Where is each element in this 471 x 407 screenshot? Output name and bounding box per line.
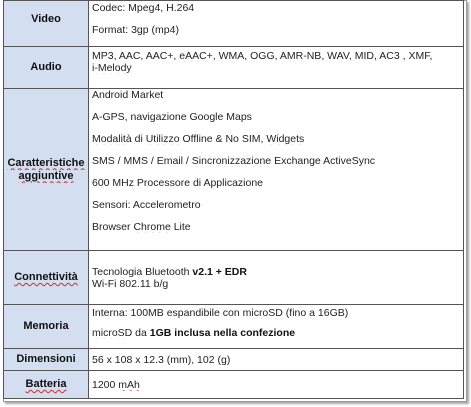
memory-internal-c: (fino a 16GB) [282,307,349,319]
memory-card-da: da [132,327,150,339]
extra-browser-b: Chrome [133,221,171,233]
label-video [4,1,89,47]
value-battery [89,371,464,399]
spec-table [3,0,464,399]
value-video [89,1,464,47]
extra-browser-c: Lite [170,221,191,233]
value-audio [89,47,464,89]
extra-messaging [92,155,463,167]
row-audio [4,47,464,89]
extra-modes-d: Offline & No SIM, [179,133,267,145]
label-battery [4,371,89,399]
extra-modes-b: di [131,133,146,145]
extra-gps: A-GPS, navigazione Google Maps [92,111,252,123]
audio-imelody [92,62,463,74]
extra-msg-b: Sincronizzazione [191,155,272,167]
video-format: Format: 3gp (mp4) [92,24,179,36]
battery-value: 1200 [92,378,119,391]
memory-internal-microsd: microSD [242,307,283,319]
connect-bt-a: Tecnologia Bluetooth [92,265,193,278]
extra-modes [92,133,463,145]
label-video-text: Video [31,13,61,25]
row-connect [4,251,464,305]
audio-formats-c: , WMA, OGG, AMR-NB, WAV, MID, AC3 , XMF, [212,50,433,62]
battery-unit: mAh [118,378,140,391]
row-memory [4,305,464,349]
label-battery-text: Batteria [25,378,67,390]
battery-capacity [92,379,463,391]
memory-internal-a: Interna: 100MB espandibile con [92,307,243,319]
audio-imelody-text: i-Melody [92,62,132,74]
extra-modes-a: Modalità [92,133,132,145]
extra-browser [92,221,463,233]
extra-cpu: 600 MHz Processore di Applicazione [92,177,264,189]
extra-sensors: Sensori: Accelerometro [92,199,201,211]
row-battery [4,371,464,399]
label-audio-text: Audio [30,61,62,73]
label-extra-2-text: aggiuntive [18,169,74,182]
extra-browser-a: Browser [92,221,134,233]
audio-formats-eaac: eAAC+ [179,50,213,62]
label-extra-1-text: Caratteristiche [7,156,85,169]
memory-card [92,327,463,339]
row-extra [4,89,464,251]
memory-card-microsd: microSD [92,327,133,339]
label-memory-text: Memoria [23,320,69,332]
label-dimensions-text: Dimensioni [16,353,76,365]
connect-wifi: Wi-Fi 802.11 b/g [92,277,169,290]
audio-formats-a: MP3, AAC, AAC+, [92,50,180,62]
extra-market: Android Market [92,89,164,101]
extra-msg-a: SMS / MMS / Email / [92,155,192,167]
row-dimensions [4,349,464,371]
video-codec: Codec: Mpeg4, H.264 [92,2,195,14]
label-extra [4,89,89,251]
dimensions-text: 56 x 108 x 12.3 (mm), 102 (g) [92,353,231,366]
label-audio [4,47,89,89]
extra-msg-c: Exchange ActiveSync [271,155,376,167]
value-dimensions [89,349,464,371]
value-connect [89,251,464,305]
label-connect [4,251,89,305]
extra-modes-c: Utilizzo [145,133,180,145]
connect-bluetooth [92,266,463,278]
audio-formats [92,50,463,62]
label-extra-2 [4,170,88,183]
value-memory [89,305,464,349]
connect-bt-version: v2.1 + EDR [192,265,247,278]
extra-modes-e: Widgets [266,133,305,145]
memory-card-included: 1GB inclusa nella confezione [149,327,296,339]
label-dimensions [4,349,89,371]
value-extra [89,89,464,251]
label-extra-1 [4,157,88,170]
memory-internal [92,307,463,319]
label-connect-text: Connettività [14,271,78,283]
label-memory [4,305,89,349]
row-video [4,1,464,47]
